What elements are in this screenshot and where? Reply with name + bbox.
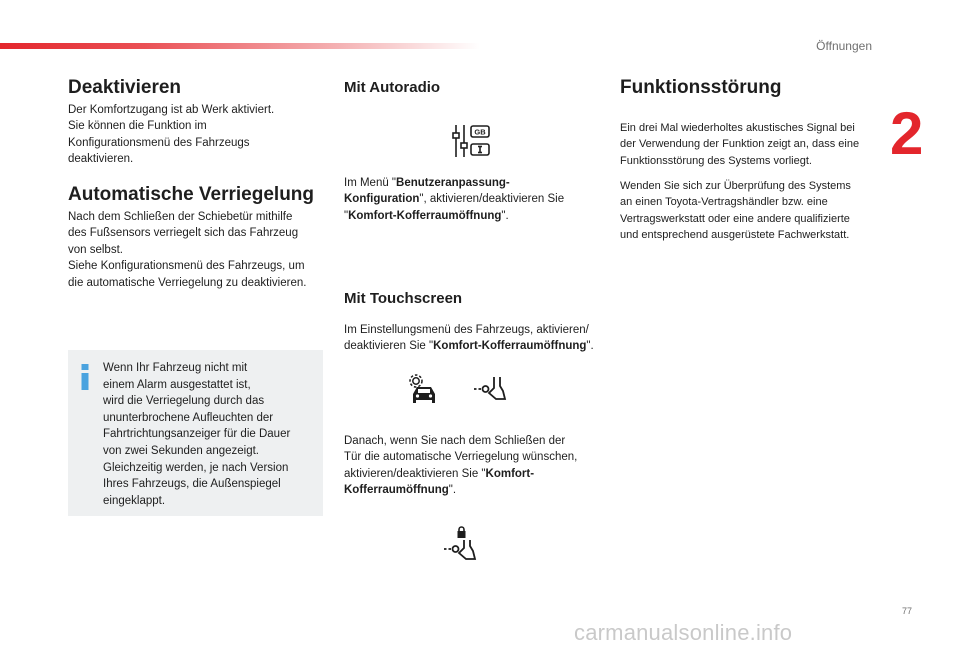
- para-funktionsstoerung-1: Ein drei Mal wiederholtes akustisches Signal bei der Verwendung der Funktion zeigt an, dass eine Funktionsstörung des Systems vorliegt.: [620, 122, 860, 167]
- car-settings-icon: [405, 372, 441, 408]
- heading-mit-autoradio: Mit Autoradio: [344, 79, 441, 96]
- watermark: carmanualsonline.info: [574, 620, 793, 645]
- para-funktionsstoerung-2: Wenden Sie sich zur Überprüfung des Systems an einen Toyota-Vertragshändler bzw. eine Vertragswerkstatt oder eine andere qualifizierte und entsprechend ausgerüstete Fachwerkstatt.: [620, 180, 851, 242]
- page-number: 77: [902, 606, 913, 616]
- para-autoradio: Im Menü "Benutzeranpassung- Konfiguration", aktivieren/deaktivieren Sie "Komfort-Kofferraumöffnung".: [344, 177, 565, 222]
- para-automatische-verriegelung: Nach dem Schließen der Schiebetür mithilfe des Fußsensors verriegelt sich das Fahrzeug von selbst. Siehe Konfigurationsmenü des Fahrzeugs, um die automatische Verriegelung zu deaktivieren.: [68, 211, 307, 289]
- header-accent-bar: [0, 43, 480, 49]
- para-touchscreen: Im Einstellungsmenü des Fahrzeugs, aktivieren/ deaktivieren Sie "Komfort-Kofferraumöffnung".: [344, 324, 594, 353]
- heading-deaktivieren: Deaktivieren: [68, 77, 182, 98]
- info-text: Wenn Ihr Fahrzeug nicht mit einem Alarm ausgestattet ist, wird die Verriegelung durch das ununterbrochene Aufleuchten der Fahrtrichtungsanzeiger für die Dauer von zwei Sekunden angezeigt. Gleichzeitig werden, je nach Version Ihres Fahrzeugs, die Außenspiegel eingeklappt.: [103, 362, 291, 507]
- para-deaktivieren: Der Komfortzugang ist ab Werk aktiviert. Sie können die Funktion im Konfigurationsmenü des Fahrzeugs deaktivieren.: [68, 104, 275, 166]
- para-danach: Danach, wenn Sie nach dem Schließen der Tür die automatische Verriegelung wünschen, aktivieren/deaktivieren Sie "Komfort- Kofferraumöffnung".: [344, 435, 578, 497]
- heading-funktionsstoerung: Funktionsstörung: [620, 77, 782, 98]
- info-box: [68, 350, 323, 516]
- info-icon: [79, 364, 91, 390]
- chapter-number: 2: [890, 100, 924, 167]
- heading-mit-touchscreen: Mit Touchscreen: [344, 290, 463, 307]
- lock-foot-sensor-icon: [442, 526, 478, 562]
- section-label: Öffnungen: [816, 39, 872, 53]
- svg-text:GB: GB: [474, 127, 486, 137]
- foot-sensor-icon: [472, 374, 508, 402]
- heading-automatische-verriegelung: Automatische Verriegelung: [68, 184, 315, 205]
- settings-gb-icon: [452, 123, 492, 159]
